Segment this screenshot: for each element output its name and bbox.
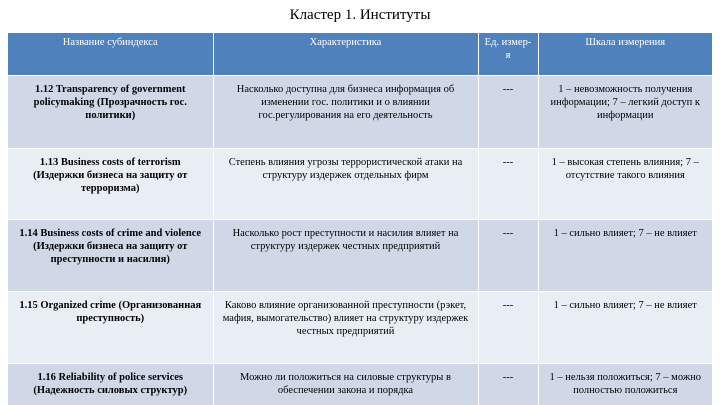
subindex-name: 1.13 Business costs of terrorism (Издержки бизнеса на защиту от терроризма) [8, 149, 213, 220]
header-unit: Ед. измер-я [478, 33, 538, 76]
subindex-unit: --- [478, 364, 538, 405]
subindex-scale: 1 – невозможность получения информации; 7 – легкий доступ к информации [538, 76, 712, 149]
subindex-unit: --- [478, 220, 538, 292]
subindex-scale: 1 – сильно влияет; 7 – не влияет [538, 292, 712, 364]
subindex-unit: --- [478, 76, 538, 149]
table-row [8, 292, 712, 364]
subindex-description: Каково влияние организованной преступности (рэкет, мафия, вымогательство) влияет на структуру издержек честных предприятий [213, 292, 478, 364]
subindex-description: Степень влияния угрозы террористической атаки на структуру издержек отдельных фирм [213, 149, 478, 220]
header-characteristic: Характеристика [213, 33, 478, 76]
subindex-unit: --- [478, 149, 538, 220]
table-row [8, 76, 712, 149]
table-row [8, 220, 712, 292]
subindex-name: 1.12 Transparency of government policymaking (Прозрачность гос. политики) [8, 76, 213, 149]
subindex-name: 1.15 Organized crime (Организованная преступность) [8, 292, 213, 364]
subindex-scale: 1 – сильно влияет; 7 – не влияет [538, 220, 712, 292]
subindex-description: Насколько доступна для бизнеса информация об изменении гос. политики и о влиянии гос.регулирования на его деятельность [213, 76, 478, 149]
subindex-description: Можно ли положиться на силовые структуры в обеспечении закона и порядка [213, 364, 478, 405]
subindex-scale: 1 – нельзя положиться; 7 – можно полностью положиться [538, 364, 712, 405]
subindex-name: 1.14 Business costs of crime and violence (Издержки бизнеса на защиту от преступности и насилия) [8, 220, 213, 292]
subindex-unit: --- [478, 292, 538, 364]
table-header-row [8, 33, 712, 76]
table-row [8, 364, 712, 405]
table-row [8, 149, 712, 220]
header-scale: Шкала измерения [538, 33, 712, 76]
header-subindex-name: Название субиндекса [8, 33, 213, 76]
subindex-description: Насколько рост преступности и насилия влияет на структуру издержек честных предприятий [213, 220, 478, 292]
subindex-scale: 1 – высокая степень влияния; 7 – отсутствие такого влияния [538, 149, 712, 220]
slide-title: Кластер 1. Институты [289, 7, 431, 23]
indicators-table [8, 33, 712, 405]
subindex-name: 1.16 Reliability of police services (Надежность силовых структур) [8, 364, 213, 405]
